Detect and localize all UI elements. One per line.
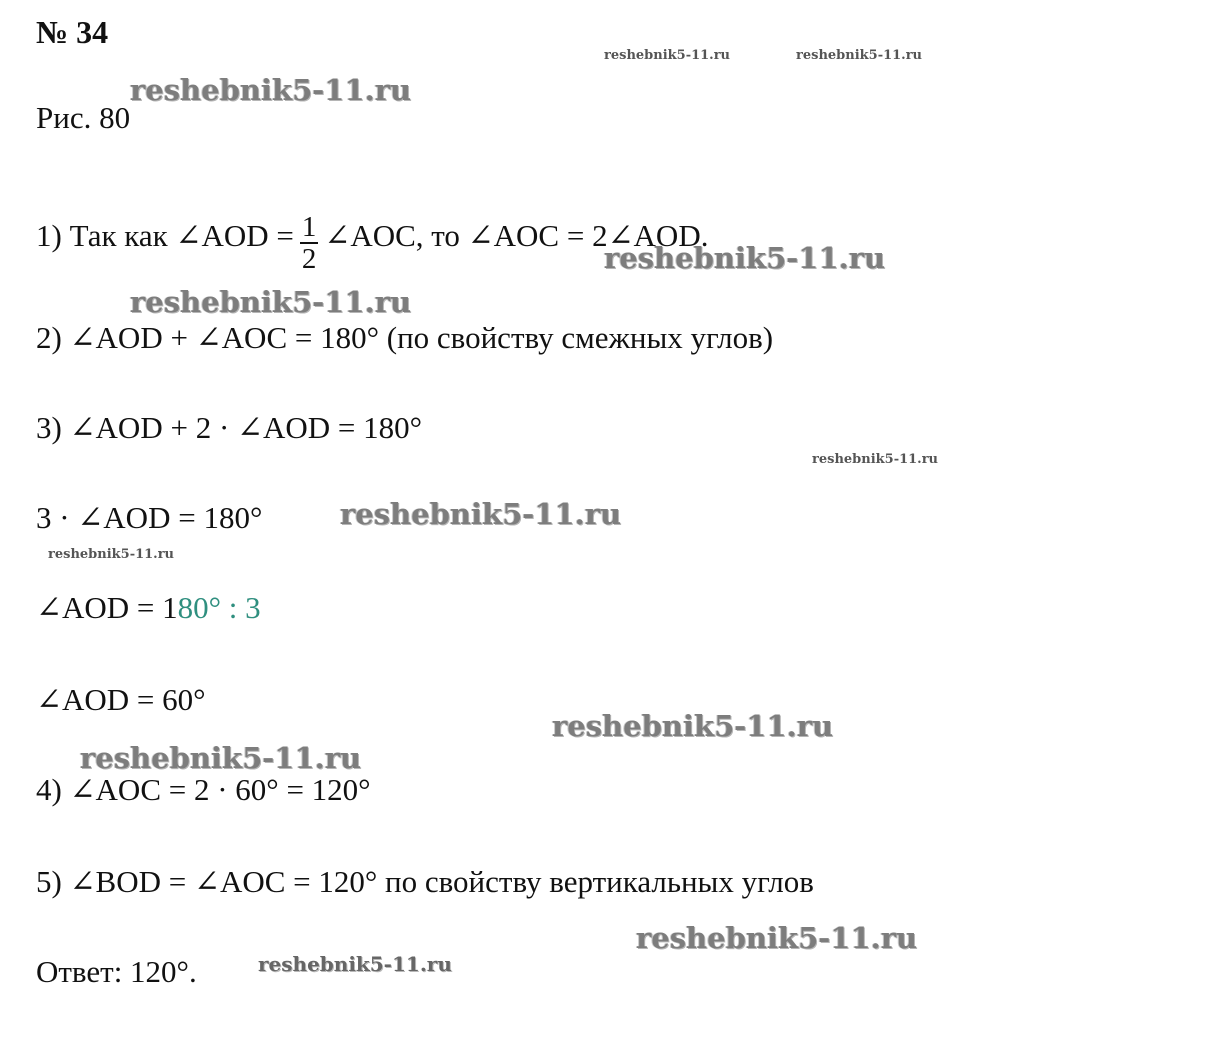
step-2: 2) ∠AOD + ∠AOC = 180° (по свойству смежных углов) (36, 320, 774, 355)
step-1-part-a: 1) Так как ∠AOD = (36, 218, 294, 254)
step-3-division (36, 590, 261, 626)
step-3-division-teal: 80° : 3 (177, 590, 261, 625)
watermark: reshebnik5-11.ru (604, 48, 731, 63)
watermark: reshebnik5-11.ru (258, 952, 452, 976)
watermark: reshebnik5-11.ru (552, 709, 834, 743)
problem-number: № 34 (36, 14, 109, 50)
watermark: reshebnik5-11.ru (636, 921, 918, 955)
watermark: reshebnik5-11.ru (80, 741, 362, 775)
fraction-numerator: 1 (301, 211, 317, 243)
step-5: 5) ∠BOD = ∠AOC = 120° по свойству вертикальных углов (36, 864, 814, 899)
step-3-result: ∠AOD = 60° (36, 682, 206, 717)
step-1-part-b: ∠AOC, то ∠AOC = 2∠AOD. (324, 218, 709, 254)
figure-reference: Рис. 80 (36, 100, 131, 135)
step-3-division-part-a: ∠AOD = 1 (36, 590, 178, 625)
step-4: 4) ∠AOC = 2 · 60° = 120° (36, 772, 371, 807)
watermark: reshebnik5-11.ru (796, 48, 923, 63)
answer: Ответ: 120°. (36, 954, 197, 989)
step-3: 3) ∠AOD + 2 · ∠AOD = 180° (36, 410, 423, 445)
watermark: reshebnik5-11.ru (130, 285, 412, 319)
watermark: reshebnik5-11.ru (130, 73, 412, 107)
watermark: reshebnik5-11.ru (340, 497, 622, 531)
step-3-simplified: 3 · ∠AOD = 180° (36, 500, 263, 535)
fraction-denominator: 2 (301, 243, 317, 275)
watermark: reshebnik5-11.ru (48, 547, 175, 562)
watermark: reshebnik5-11.ru (604, 241, 886, 275)
watermark: reshebnik5-11.ru (812, 452, 939, 467)
fraction-one-half (300, 212, 319, 274)
